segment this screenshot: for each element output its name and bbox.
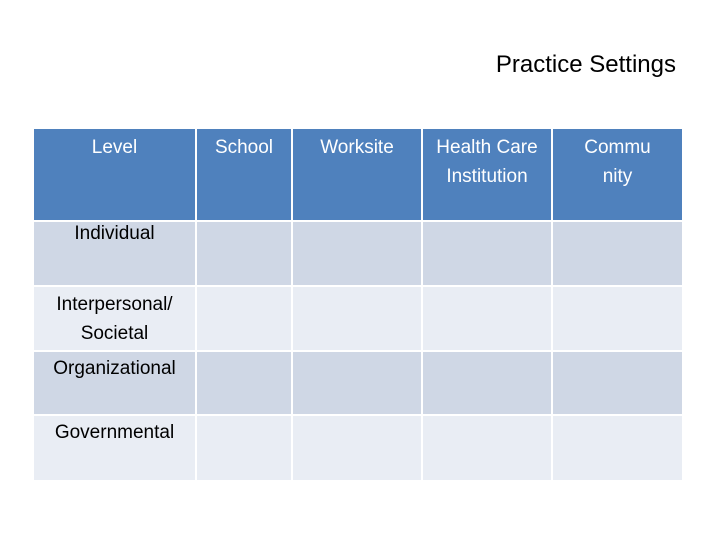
header-level: Level xyxy=(34,129,197,222)
table-cell xyxy=(197,416,293,480)
table-cell xyxy=(423,222,553,287)
table-cell xyxy=(423,416,553,480)
table-cell xyxy=(423,352,553,416)
table-cell xyxy=(423,287,553,352)
row-label-organizational xyxy=(34,352,197,416)
row-label-governmental xyxy=(34,416,197,480)
table-cell xyxy=(293,287,423,352)
row-label-individual xyxy=(34,222,197,287)
header-community: Commu nity xyxy=(553,129,682,222)
row-label-text: Individual xyxy=(74,223,155,244)
table-cell xyxy=(197,222,293,287)
practice-settings-table xyxy=(34,129,682,480)
table-cell xyxy=(553,416,682,480)
table-cell xyxy=(197,352,293,416)
table-cell xyxy=(197,287,293,352)
slide-title: Practice Settings xyxy=(495,51,676,78)
row-label-text: Governmental xyxy=(54,422,175,443)
header-worksite: Worksite xyxy=(293,129,423,222)
row-label-interpersonal-societal xyxy=(34,287,197,352)
row-label-text: Interpersonal/ Societal xyxy=(56,293,173,344)
table-cell xyxy=(553,287,682,352)
table-cell xyxy=(293,416,423,480)
header-school: School xyxy=(197,129,293,222)
table-cell xyxy=(293,222,423,287)
table-cell xyxy=(553,352,682,416)
table-cell xyxy=(553,222,682,287)
header-health-care-institution: Health Care Institution xyxy=(423,129,553,222)
table-cell xyxy=(293,352,423,416)
row-label-text: Organizational xyxy=(53,358,176,379)
